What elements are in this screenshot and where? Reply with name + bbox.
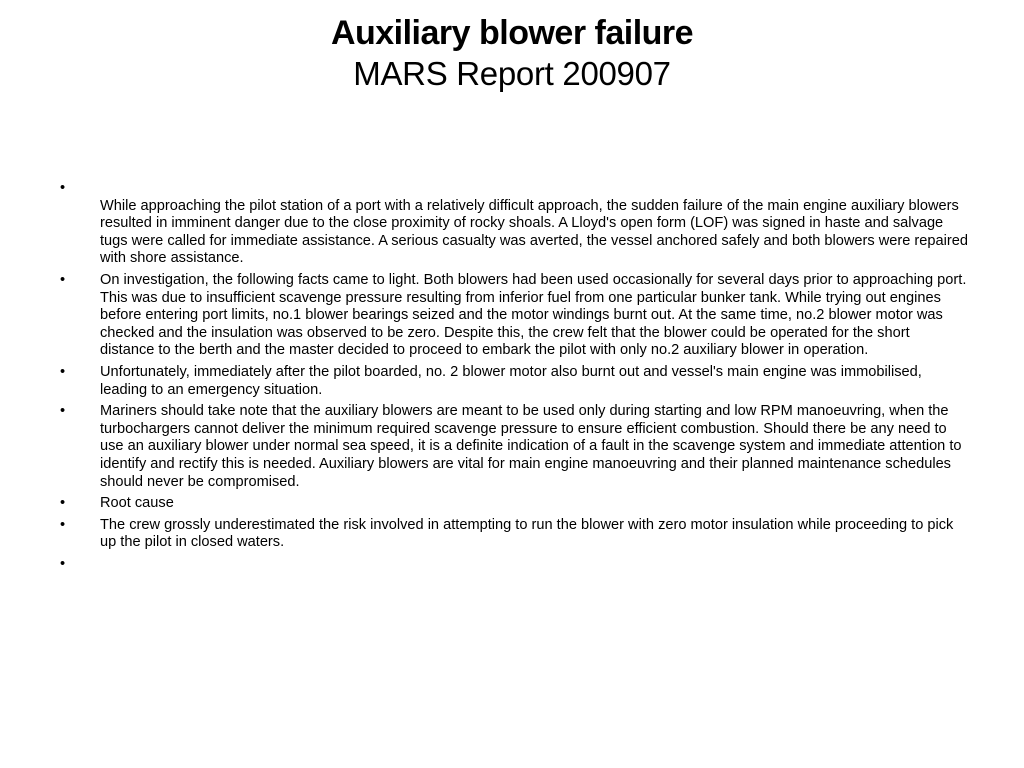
bullet-icon: • bbox=[60, 516, 66, 533]
bullet-item bbox=[56, 272, 968, 360]
bullet-item bbox=[56, 180, 968, 268]
bullet-text: Mariners should take note that the auxiliary blowers are meant to be used only during starting and low RPM manoeuvring, when the turbochargers cannot deliver the minimum required scavenge pressure to ensure efficient combustion. Should there be any need to use an auxiliary blower under normal sea speed, it is a definite indication of a fault in the scavenge system and immediate attention to identify and rectify this is needed. Auxiliary blowers are vital for main engine manoeuvring and their planned maintenance schedules should never be compromised. bbox=[100, 403, 962, 490]
bullet-icon: • bbox=[60, 180, 66, 196]
bullet-item bbox=[56, 517, 968, 552]
bullet-icon: • bbox=[60, 403, 66, 420]
bullet-text: While approaching the pilot station of a port with a relatively difficult approach, the sudden failure of the main engine auxiliary blowers resulted in imminent danger due to the close proximity of rocky shoals. A Lloyd's open form (LOF) was signed in haste and salvage tugs were called for immediate assistance. A serious casualty was averted, the vessel anchored safely and both blowers were repaired with shore assistance. bbox=[100, 197, 968, 267]
bullet-icon: • bbox=[60, 555, 66, 572]
bullet-text: On investigation, the following facts came to light. Both blowers had been used occasionally for several days prior to approaching port. This was due to insufficient scavenge pressure resulting from inferior fuel from one particular bunker tank. While trying out engines before entering port limits, no.1 blower bearings seized and the motor windings burnt out. At the same time, no.2 blower motor was checked and the insulation was observed to be zero. Despite this, the crew felt that the blower could be operated for the short distance to the berth and the master decided to proceed to embark the pilot with only no.2 auxiliary blower in operation. bbox=[100, 271, 967, 359]
bullet-icon: • bbox=[60, 271, 66, 288]
bullet-text: The crew grossly underestimated the risk involved in attempting to run the blower with zero motor insulation while proceeding to pick up the pilot in closed waters. bbox=[100, 516, 954, 551]
bullet-icon: • bbox=[60, 495, 66, 512]
bullet-list bbox=[56, 180, 968, 572]
bullet-text: Unfortunately, immediately after the pilot boarded, no. 2 blower motor also burnt out and vessel's main engine was immobilised, leading to an emergency situation. bbox=[100, 363, 922, 398]
slide-title: Auxiliary blower failure bbox=[330, 14, 694, 52]
bullet-item bbox=[56, 364, 968, 399]
slide-body bbox=[56, 180, 968, 572]
bullet-item bbox=[56, 495, 968, 513]
bullet-icon: • bbox=[60, 363, 66, 380]
slide-title-block bbox=[0, 12, 1024, 94]
bullet-item bbox=[56, 403, 968, 491]
bullet-text: Root cause bbox=[100, 495, 174, 512]
slide-subtitle: MARS Report 200907 bbox=[353, 55, 671, 92]
